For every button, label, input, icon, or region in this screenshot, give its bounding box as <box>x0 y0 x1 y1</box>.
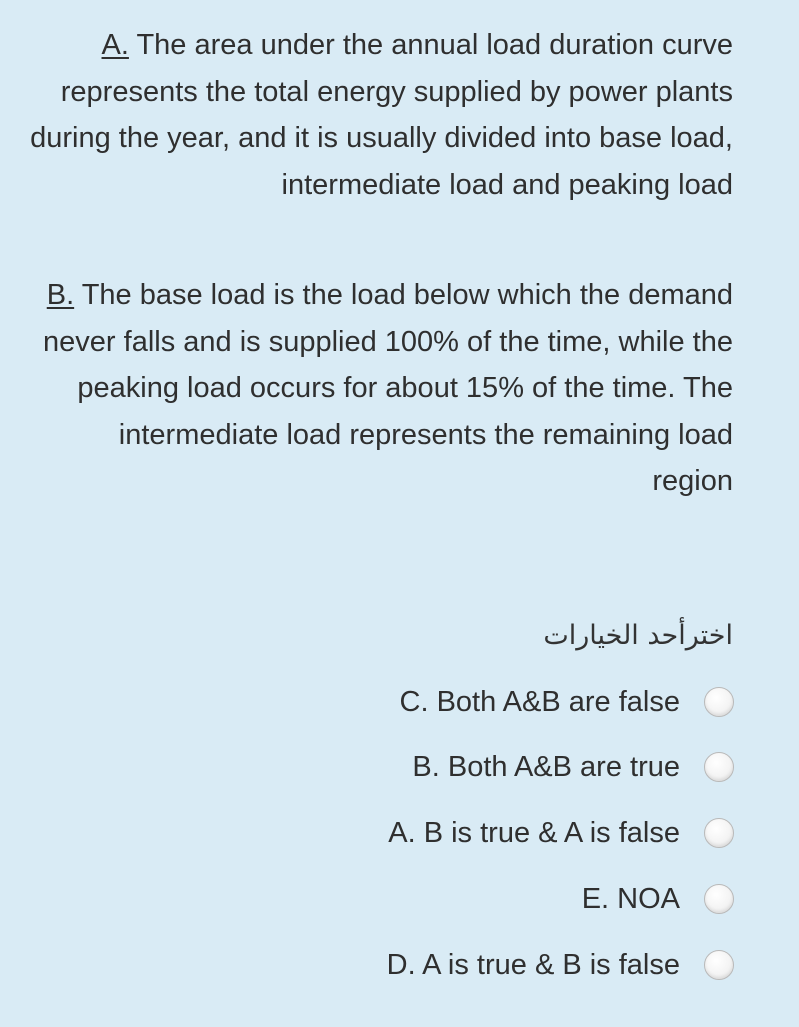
radio-button[interactable] <box>704 884 734 914</box>
option-label: A. B is true & A is false <box>388 816 680 849</box>
option-label: B. Both A&B are true <box>412 750 680 783</box>
option-noa[interactable] <box>582 878 722 920</box>
radio-button[interactable] <box>704 687 734 717</box>
radio-button[interactable] <box>704 818 734 848</box>
option-label: E. NOA <box>581 882 680 915</box>
option-both-true[interactable] <box>412 746 722 788</box>
statement-b-label: B. <box>46 279 75 311</box>
choose-one-prompt: اخترأحد الخيارات <box>543 620 733 651</box>
option-a-true-b-false[interactable] <box>387 944 722 986</box>
option-label: D. A is true & B is false <box>386 948 680 981</box>
option-b-true-a-false[interactable] <box>388 812 722 854</box>
statement-a-label: A. <box>101 29 129 61</box>
statement-b-text: The base load is the load below which the demand never falls and is supplied 100% of the time, while the peaking load occurs for about 15% of the time. The intermediate load represents the remaining load region <box>43 279 733 497</box>
statement-a-text: The area under the annual load duration curve represents the total energy supplied by power plants during the year, and it is usually divided into base load, intermediate load and peaking load <box>30 29 733 201</box>
radio-button[interactable] <box>704 950 734 980</box>
option-label: C. Both A&B are false <box>399 685 680 718</box>
option-both-false[interactable] <box>400 681 722 723</box>
radio-button[interactable] <box>704 752 734 782</box>
